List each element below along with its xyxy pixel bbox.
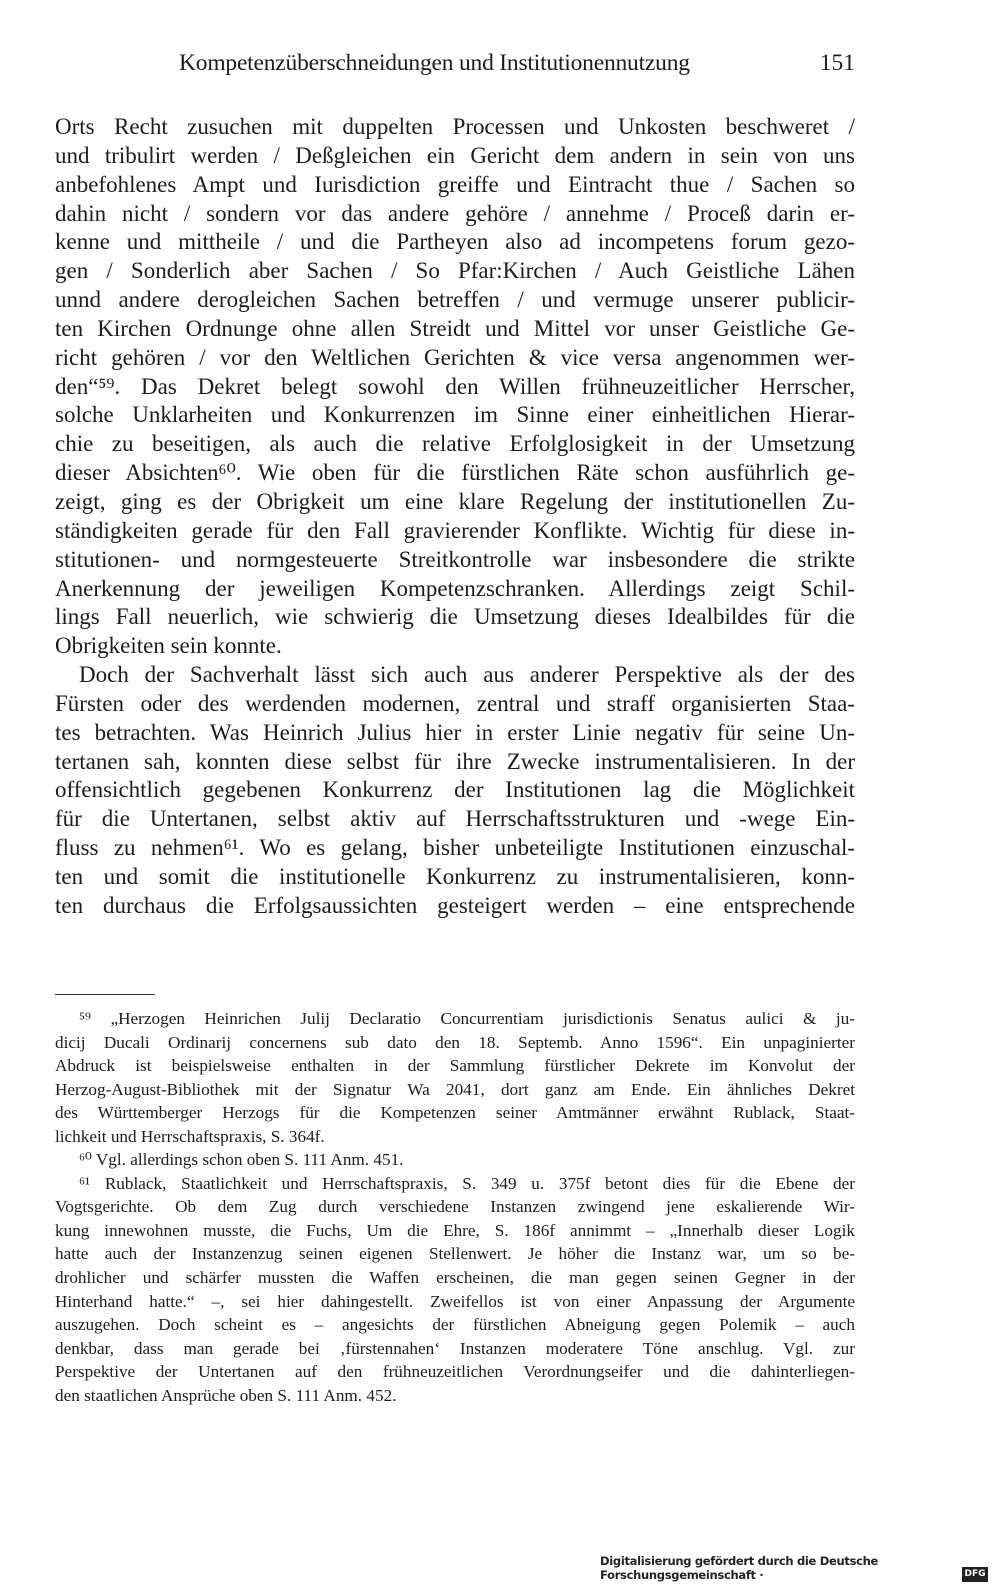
digitization-footer bbox=[600, 1554, 1000, 1586]
page-number: 151 bbox=[819, 50, 855, 76]
body-text-line: den“⁵⁹. Das Dekret belegt sowohl den Willen frühneuzeitlicher Herrscher, bbox=[55, 373, 855, 399]
footnote-line: ⁶⁰ Vgl. allerdings schon oben S. 111 Anm. 451. bbox=[79, 1150, 404, 1170]
footnote-line: kung innewohnen musste, die Fuchs, Um die Ehre, S. 186f annimmt – „Innerhalb dieser Logik bbox=[55, 1220, 855, 1240]
footnote-line: ⁵⁹ „Herzogen Heinrichen Julij Declaratio Concurrentiam jurisdictionis Senatus aulici & ju- bbox=[79, 1009, 855, 1028]
footnote-line: lichkeit und Herrschaftspraxis, S. 364f. bbox=[55, 1126, 325, 1146]
body-text-line: chie zu beseitigen, als auch die relative Erfolglosigkeit in der Umsetzung bbox=[55, 431, 855, 457]
body-text-line: Orts Recht zusuchen mit duppelten Processen und Unkosten beschweret / bbox=[55, 114, 855, 139]
footnote-line: denkbar, dass man gerade bei ‚fürstennahen‘ Instanzen moderatere Töne anschlug. Vgl. zur bbox=[55, 1338, 855, 1358]
dfg-logo: DFG bbox=[962, 1567, 988, 1582]
footnote-line: Abdruck ist beispielsweise enthalten in der Sammlung fürstlicher Dekrete im Konvolut der bbox=[55, 1056, 855, 1076]
footnote-line: ⁶¹ Rublack, Staatlichkeit und Herrschaftspraxis, S. 349 u. 375f betont dies für die Ebene der bbox=[79, 1173, 855, 1193]
body-text-line: unnd andere derogleichen Sachen betreffen / und vermuge unserer publicir- bbox=[55, 287, 855, 313]
body-text-line: ten und somit die institutionelle Konkurrenz zu instrumentalisieren, konn- bbox=[55, 863, 855, 889]
footnote-line: Hinterhand hatte.“ –, sei hier dahingestellt. Zweifellos ist von einer Anpassung der Argumente bbox=[55, 1291, 855, 1311]
running-title: Kompetenzüberschneidungen und Institutionennutzung bbox=[179, 50, 690, 76]
running-header bbox=[55, 50, 855, 86]
body-text-line: ten Kirchen Ordnunge ohne allen Streidt und Mittel vor unser Geistliche Ge- bbox=[55, 315, 855, 341]
body-text-line: Anerkennung der jeweiligen Kompetenzschranken. Allerdings zeigt Schil- bbox=[55, 575, 855, 601]
footnote-separator bbox=[55, 994, 155, 995]
body-text-line: zeigt, ging es der Obrigkeit um eine klare Regelung der institutionellen Zu- bbox=[55, 488, 855, 514]
body-text-line: lings Fall neuerlich, wie schwierig die Umsetzung dieses Idealbildes für die bbox=[55, 604, 855, 630]
footnote-line: Herzog-August-Bibliothek mit der Signatur Wa 2041, dort ganz am Ende. Ein ähnliches Dekret bbox=[55, 1079, 855, 1099]
body-text-line: Obrigkeiten sein konnte. bbox=[55, 633, 282, 659]
footnote-line: den staatlichen Ansprüche oben S. 111 Anm. 452. bbox=[55, 1385, 397, 1405]
body-text-line: für die Untertanen, selbst aktiv auf Herrschaftsstrukturen und -wege Ein- bbox=[55, 806, 855, 832]
body-text-line: Fürsten oder des werdenden modernen, zentral und straff organisierten Staa- bbox=[55, 690, 855, 716]
footnote-line: auszugehen. Doch scheint es – angesichts der fürstlichen Abneigung gegen Polemik – auch bbox=[55, 1315, 855, 1335]
footnote-line: drohlicher und schärfer mussten die Waffen erscheinen, die man gegen seinen Gegner in der bbox=[55, 1268, 855, 1288]
digitization-credit: Digitalisierung gefördert durch die Deutsche Forschungsgemeinschaft · bbox=[600, 1554, 879, 1582]
footnote-line: Vogtsgerichte. Ob dem Zug durch verschiedene Instanzen zwingend jene eskalierende Wir- bbox=[55, 1197, 855, 1217]
footnote-line: des Württemberger Herzogs für die Kompetenzen seiner Amtmänner erwähnt Rublack, Staat- bbox=[55, 1103, 855, 1123]
body-text-line: dahin nicht / sondern vor das andere gehöre / annehme / Proceß darin er- bbox=[55, 200, 855, 226]
footnotes bbox=[55, 1007, 855, 1407]
body-text-line: tertanen sah, konnten diese selbst für ihre Zwecke instrumentalisieren. In der bbox=[55, 748, 855, 774]
body-text-line: dieser Absichten⁶⁰. Wie oben für die fürstlichen Räte schon ausführlich ge- bbox=[55, 460, 855, 486]
body-text-line: fluss zu nehmen⁶¹. Wo es gelang, bisher unbeteiligte Institutionen einzuschal- bbox=[55, 835, 855, 861]
body-text-line: ten durchaus die Erfolgsaussichten gesteigert werden – eine entsprechende bbox=[55, 892, 855, 918]
body-text-line: und tribulirt werden / Deßgleichen ein Gericht dem andern in sein von uns bbox=[55, 142, 855, 168]
body-text-line: anbefohlenes Ampt und Iurisdiction greiffe und Eintracht thue / Sachen so bbox=[55, 171, 855, 197]
body-text-line: offensichtlich gegebenen Konkurrenz der Institutionen lag die Möglichkeit bbox=[55, 777, 855, 803]
footnote-line: hatte auch der Instanzenzug seinen eigenen Stellenwert. Je höher die Instanz war, um so be- bbox=[55, 1244, 855, 1264]
body-text-line: solche Unklarheiten und Konkurrenzen im Sinne einer einheitlichen Hierar- bbox=[55, 402, 855, 428]
body-text-line: gen / Sonderlich aber Sachen / So Pfar:Kirchen / Auch Geistliche Lähen bbox=[55, 258, 855, 284]
body-text bbox=[55, 113, 855, 921]
footnote-line: Perspektive der Untertanen auf den frühneuzeitlichen Verordnungseifer und die dahinterliegen- bbox=[55, 1362, 855, 1382]
body-text-line: Doch der Sachverhalt lässt sich auch aus anderer Perspektive als der des bbox=[79, 662, 855, 688]
body-text-line: tes betrachten. Was Heinrich Julius hier in erster Linie negativ für seine Un- bbox=[55, 719, 855, 745]
body-text-line: richt gehören / vor den Weltlichen Gerichten & vice versa angenommen wer- bbox=[55, 344, 855, 370]
body-text-line: kenne und mittheile / und die Partheyen also ad incompetens forum gezo- bbox=[55, 229, 855, 255]
body-text-line: ständigkeiten gerade für den Fall gravierender Konflikte. Wichtig für diese in- bbox=[55, 517, 855, 543]
body-text-line: stitutionen- und normgesteuerte Streitkontrolle war insbesondere die strikte bbox=[55, 546, 855, 572]
footnote-line: dicij Ducali Ordinarij concernens sub dato den 18. Septemb. Anno 1596“. Ein unpaginierter bbox=[55, 1032, 855, 1052]
